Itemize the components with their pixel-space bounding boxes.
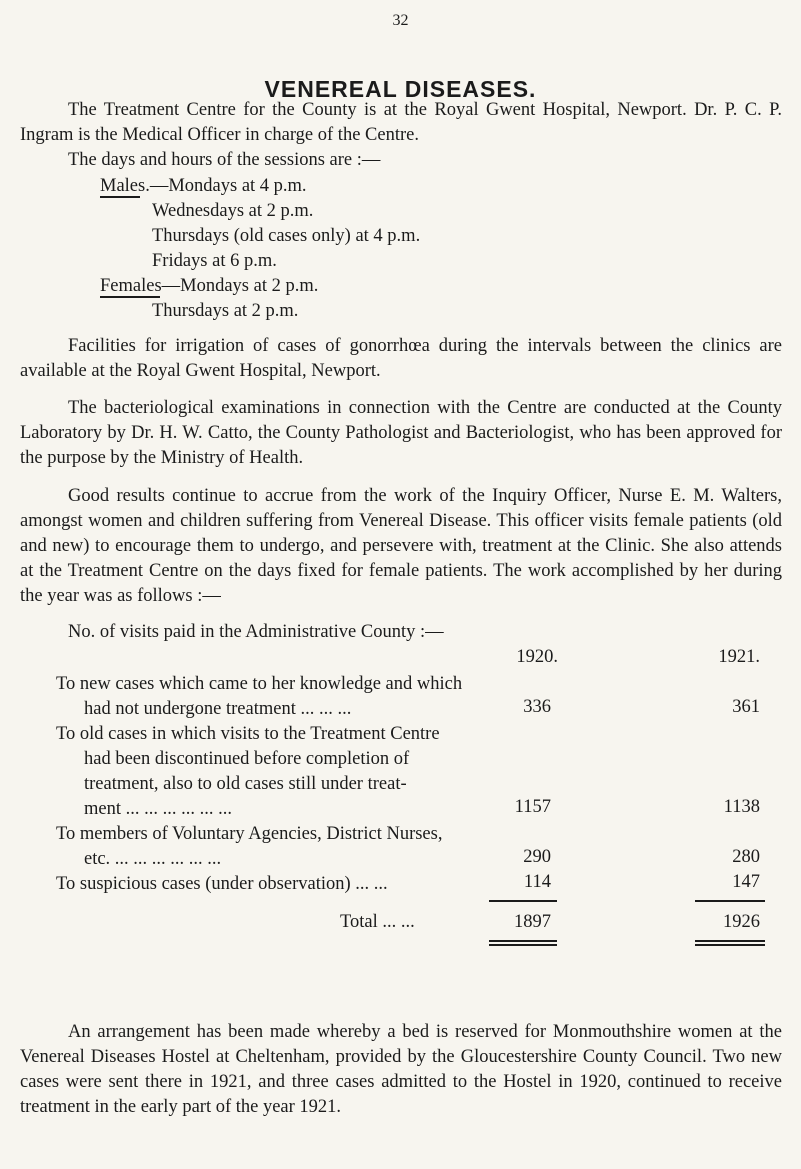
table-row-label: To members of Voluntary Agencies, District Nurses, etc. ... ... ... ... ... ... (56, 824, 443, 869)
sessions-males-wednesday: Wednesdays at 2 p.m. (152, 201, 314, 221)
subtotal-rule-1921 (695, 900, 765, 902)
year-header-1920: 1920. (516, 647, 558, 667)
total-rule-1920-a (489, 940, 557, 942)
page-title: VENEREAL DISEASES. (264, 76, 537, 102)
paragraph-facilities: Facilities for irrigation of cases of gonorrhœa during the intervals between the clinics are available at the Royal Gwent Hospital, Newport. (20, 336, 782, 381)
table-cell-1920: 1157 (514, 797, 551, 817)
males-underline (100, 196, 140, 198)
table-row-label: To new cases which came to her knowledge and which had not undergone treatment ... ... ... (56, 674, 463, 719)
females-underline (100, 296, 160, 298)
total-rule-1921-a (695, 940, 765, 942)
total-1920: 1897 (514, 912, 551, 932)
sessions-females-thursday: Thursdays at 2 p.m. (152, 301, 299, 321)
total-1921: 1926 (723, 912, 760, 932)
page-number: 32 (392, 12, 409, 29)
table-cell-1921: 280 (732, 847, 760, 867)
table-cell-1920: 336 (523, 697, 551, 717)
paragraph-hostel: An arrangement has been made whereby a bed is reserved for Monmouthshire women at the Venereal Diseases Hostel at Cheltenham, provided by the Gloucestershire County Council. Two new cases were sent there in 1921, and three cases admitted to the Hostel in 1920, continued to receive treatment in the early part of the year 1921. (20, 1022, 782, 1117)
table-cell-1920: 290 (523, 847, 551, 867)
total-label: Total ... ... (340, 912, 415, 932)
table-cell-1921: 147 (732, 872, 760, 892)
year-header-1921: 1921. (718, 647, 760, 667)
table-cell-1921: 1138 (723, 797, 760, 817)
total-rule-1921-b (695, 944, 765, 946)
subtotal-rule-1920 (489, 900, 557, 902)
sessions-females-monday: Females—Mondays at 2 p.m. (100, 276, 319, 296)
paragraph-inquiry-officer: Good results continue to accrue from the work of the Inquiry Officer, Nurse E. M. Walters, amongst women and children suffering from Venereal Disease. This officer visits female patients (old and new) to encourage them to undergo, and persevere with, treatment at the Clinic. She also attends at the Treatment Centre on the days fixed for female patients. The work accomplished by her during the year was as follows :— (20, 486, 782, 606)
table-cell-1921: 361 (732, 697, 760, 717)
visits-table-caption: No. of visits paid in the Administrative County :— (68, 622, 444, 642)
sessions-intro: The days and hours of the sessions are :— (68, 150, 381, 170)
paragraph-bacteriological: The bacteriological examinations in connection with the Centre are conducted at the County Laboratory by Dr. H. W. Catto, the County Pathologist and Bacteriologist, who has been approved for the purpose by the Ministry of Health. (20, 398, 782, 468)
table-row-label: To old cases in which visits to the Treatment Centre had been discontinued before completion of treatment, also to old cases still under treat- ment ... ... ... ... ... ... (56, 724, 440, 819)
table-cell-1920: 114 (523, 872, 551, 892)
table-row-label: To suspicious cases (under observation) ... ... (56, 874, 388, 894)
sessions-males-thursday: Thursdays (old cases only) at 4 p.m. (152, 226, 421, 246)
sessions-males-monday: Males.—Mondays at 4 p.m. (100, 176, 307, 196)
total-rule-1920-b (489, 944, 557, 946)
sessions-males-friday: Fridays at 6 p.m. (152, 251, 277, 271)
paragraph-intro: The Treatment Centre for the County is at the Royal Gwent Hospital, Newport. Dr. P. C. P. Ingram is the Medical Officer in charge of the Centre. (20, 100, 782, 145)
